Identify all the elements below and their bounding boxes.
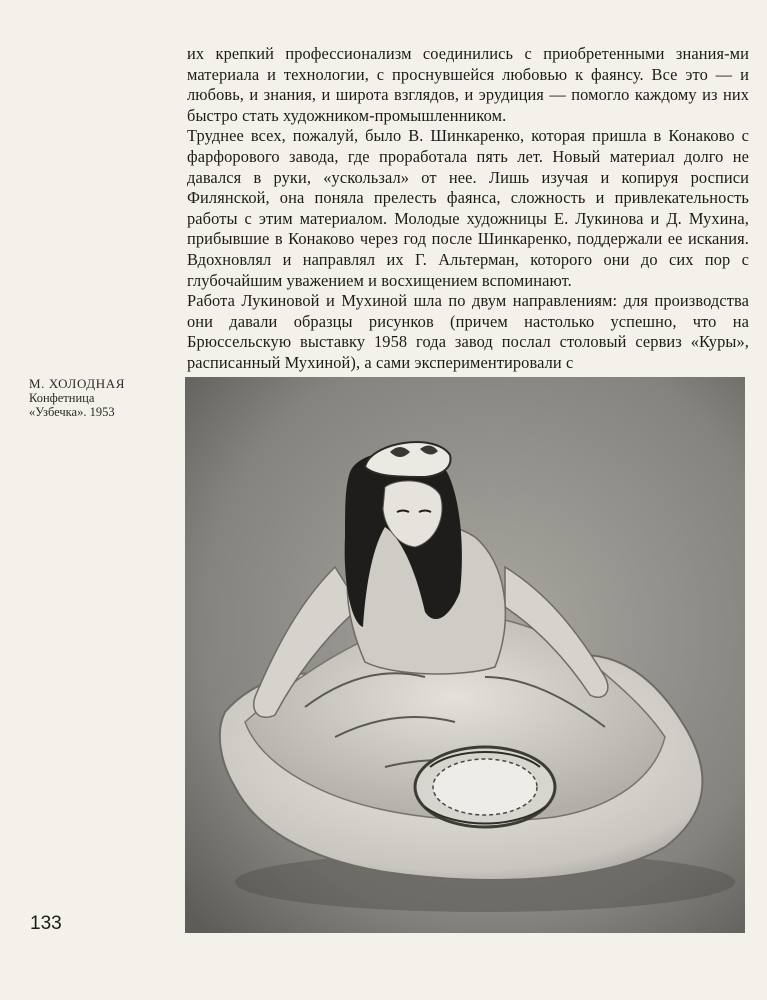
paragraph-1: их крепкий профессионализм соединились с приобретенными знания-ми материала и технологии, с проснувшейся любовью к фаянсу. Все это — и любовь, и знания, и широта взглядов, и эрудиция — помогло каждому из них быстро стать художником-промышленником. <box>187 44 749 125</box>
page-number: 133 <box>30 913 62 934</box>
caption-author: М. ХОЛОДНАЯ <box>29 376 126 391</box>
caption-title-line-2: «Узбечка». 1953 <box>29 405 115 419</box>
paragraph-2: Труднее всех, пожалуй, было В. Шинкаренко, которая пришла в Конаково с фарфорового завода, где проработала пять лет. Новый материал долго не давался в руки, «ускользал» от нее. Лишь изучая и копируя росписи Филянской, она поняла прелесть фаянса, сложность и привлекательность работы с этим материалом. Молодые художницы Е. Лукинова и Д. Мухина, прибывшие в Конаково через год после Шинкаренко, поддержали ее искания. Вдохновлял и направлял их Г. Альтерман, которого они до сих пор с глубочайшим уважением и восхищением вспоминают. <box>187 126 749 290</box>
photo-caption <box>29 376 179 419</box>
figurine-photograph <box>185 377 745 933</box>
caption-title-line-1: Конфетница <box>29 391 95 405</box>
paragraph-3: Работа Лукиновой и Мухиной шла по двум направлениям: для производства они давали образцы рисунков (причем настолько успешно, что на Брюссельскую выставку 1958 года завод послал столовый сервиз «Куры», расписанный Мухиной), а сами экспериментировали с <box>187 291 749 372</box>
body-text <box>187 44 749 374</box>
